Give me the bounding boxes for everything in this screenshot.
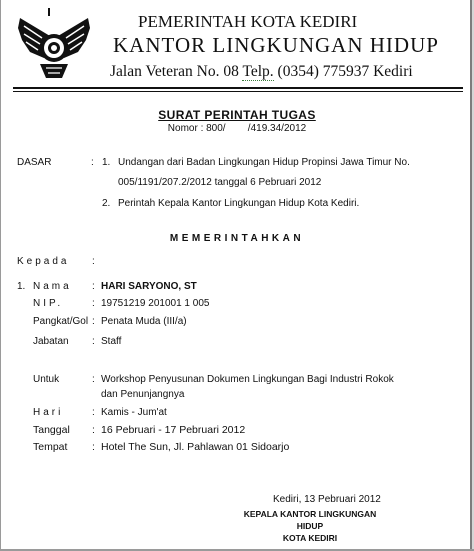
untuk-line1: Workshop Penyusunan Dokumen Lingkungan Bagi Industri Rokok — [101, 374, 394, 385]
nip-value: 19751219 201001 1 005 — [101, 298, 210, 309]
letterhead-rule-thick — [13, 87, 463, 89]
header-government-name: PEMERINTAH KOTA KEDIRI — [138, 12, 358, 31]
dasar-label: DASAR — [17, 157, 52, 168]
hari-value: Kamis - Jum'at — [101, 407, 167, 418]
letter-title: SURAT PERINTAH TUGAS — [158, 108, 316, 122]
jabatan-colon: : — [92, 336, 95, 347]
dasar-item2-text: Perintah Kepala Kantor Lingkungan Hidup Kota Kediri. — [118, 198, 360, 209]
address-phone-city: (0354) 775937 Kediri — [273, 63, 413, 80]
tanggal-value: 16 Pebruari - 17 Pebruari 2012 — [101, 424, 246, 436]
tempat-label: Tempat — [33, 441, 68, 453]
tempat-value: Hotel The Sun, Jl. Pahlawan 01 Sidoarjo — [101, 441, 290, 453]
kepada-colon: : — [92, 256, 95, 267]
header-address — [110, 63, 413, 81]
nip-colon: : — [92, 298, 95, 309]
untuk-label: Untuk — [33, 374, 60, 385]
kepada-label: Kepada — [17, 256, 70, 267]
tanggal-colon: : — [92, 424, 95, 436]
nama-value: HARI SARYONO, ST — [101, 281, 197, 292]
dasar-item1-line2: 005/1191/207.2/2012 tanggal 6 Pebruari 2012 — [118, 177, 322, 188]
letterhead-rule-thin — [13, 91, 463, 92]
pangkat-value: Penata Muda (III/a) — [101, 316, 187, 327]
untuk-colon: : — [92, 374, 95, 385]
page-border-left — [0, 0, 1, 551]
tanggal-label: Tanggal — [33, 424, 70, 436]
signature-place-date: Kediri, 13 Pebruari 2012 — [273, 494, 381, 505]
person-number: 1. — [17, 281, 26, 292]
dasar-item1-number: 1. — [102, 157, 111, 168]
memerintahkan-heading: MEMERINTAHKAN — [169, 233, 305, 244]
jabatan-value: Staff — [101, 336, 122, 347]
nama-label: Nama — [33, 281, 72, 292]
nama-colon: : — [92, 281, 95, 292]
city-emblem-logo — [16, 8, 92, 80]
dasar-colon: : — [91, 157, 94, 168]
dasar-item1-line1: Undangan dari Badan Lingkungan Hidup Propinsi Jawa Timur No. — [118, 157, 410, 168]
signature-title-line2: HIDUP — [296, 521, 324, 531]
address-phone-label: Telp. — [242, 63, 274, 80]
untuk-line2: dan Penunjangnya — [101, 389, 185, 400]
hari-colon: : — [92, 407, 95, 418]
tempat-colon: : — [92, 441, 95, 453]
pangkat-label: Pangkat/Gol — [33, 316, 89, 327]
nip-label: NIP. — [33, 298, 64, 309]
header-office-name: KANTOR LINGKUNGAN HIDUP — [113, 33, 439, 57]
hari-label: Hari — [33, 407, 64, 418]
pangkat-colon: : — [92, 316, 95, 327]
address-street: Jalan Veteran No. 08 — [110, 63, 239, 80]
jabatan-label: Jabatan — [33, 336, 69, 347]
letter-number: Nomor : 800/ /419.34/2012 — [167, 123, 307, 134]
signature-title-line3: KOTA KEDIRI — [282, 533, 338, 543]
signature-title-line1: KEPALA KANTOR LINGKUNGAN — [243, 509, 377, 519]
dasar-item2-number: 2. — [102, 198, 111, 209]
